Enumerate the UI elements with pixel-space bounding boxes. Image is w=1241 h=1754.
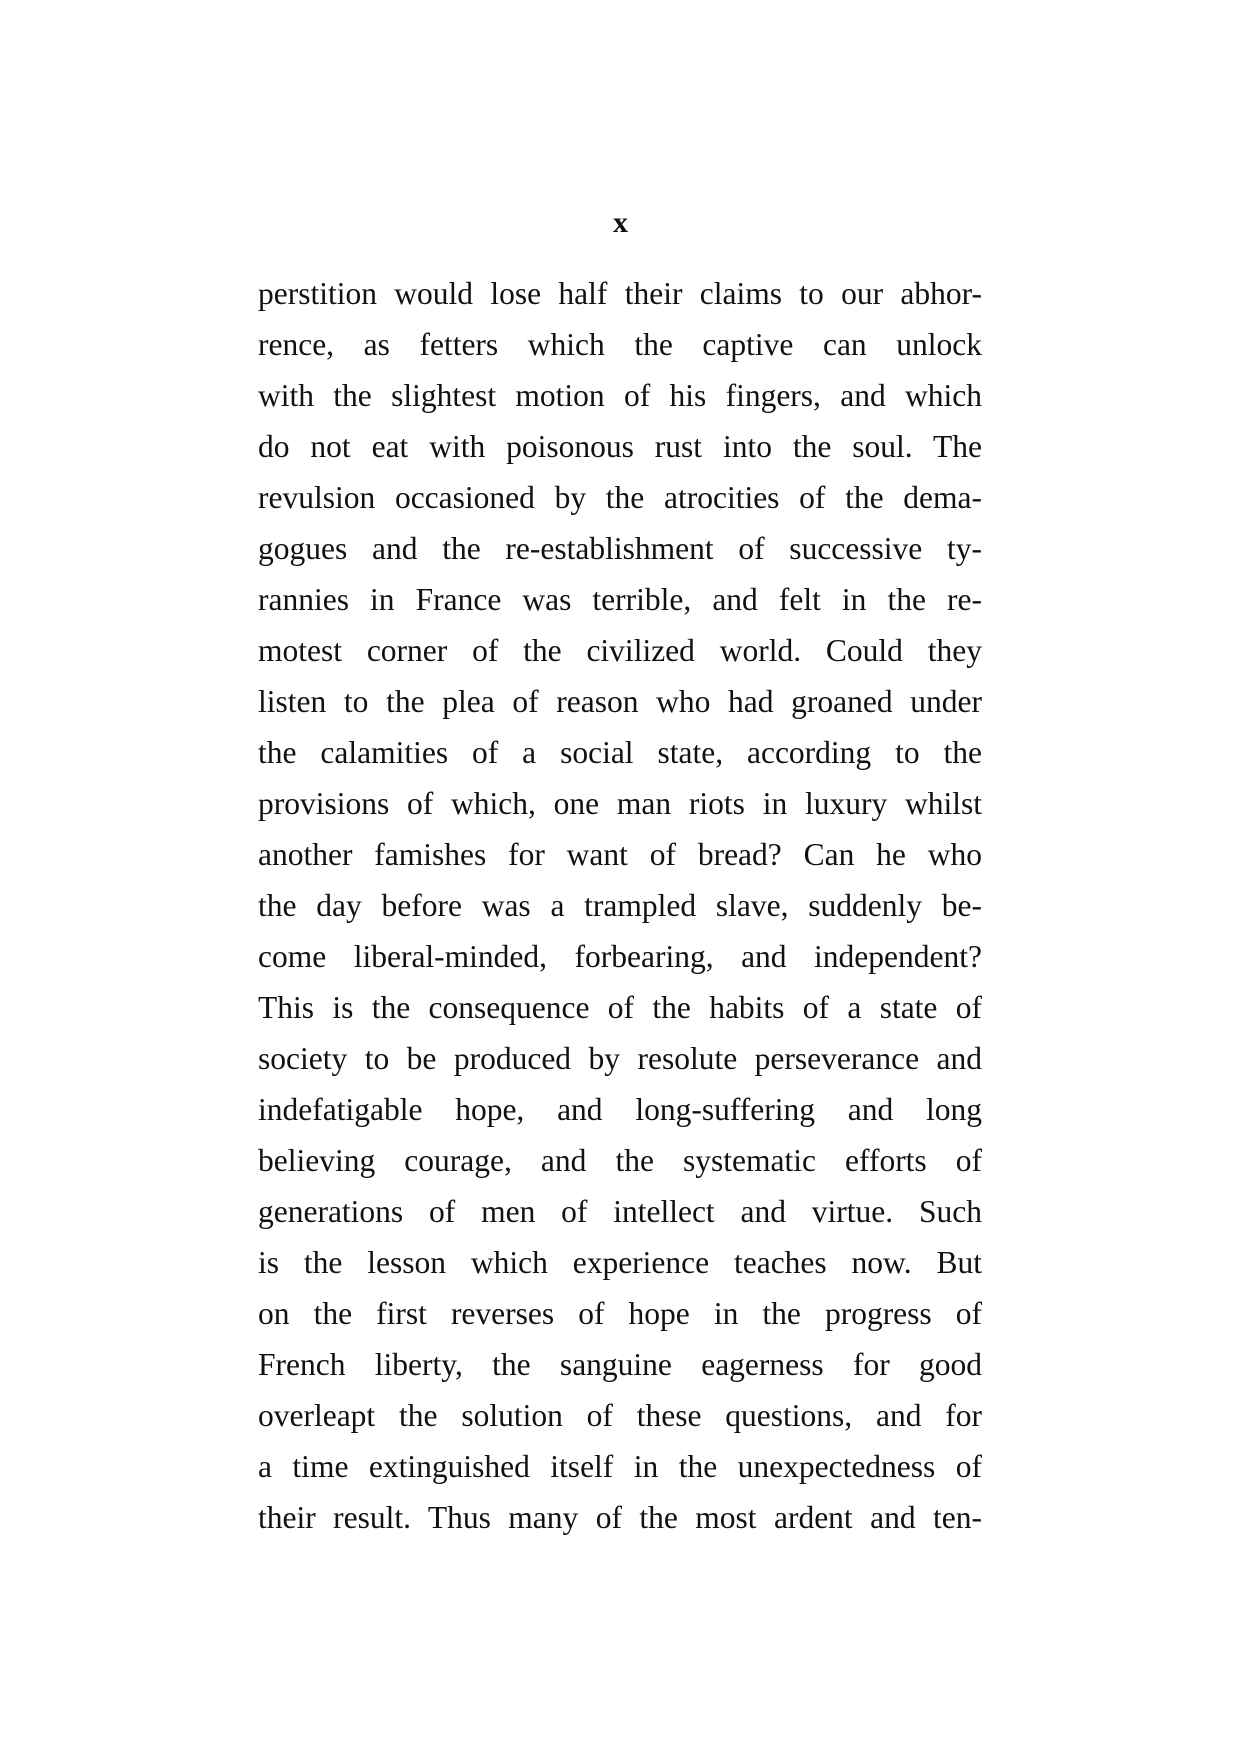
text-line: rence, as fetters which the captive can unlock — [258, 327, 982, 362]
text-line: the calamities of a social state, according to the — [258, 735, 982, 770]
text-line: do not eat with poisonous rust into the soul. The — [258, 429, 982, 464]
text-line: their result. Thus many of the most ardent and ten- — [258, 1500, 982, 1535]
text-line: French liberty, the sanguine eagerness for good — [258, 1347, 982, 1382]
text-line: believing courage, and the systematic efforts of — [258, 1143, 982, 1178]
text-line: society to be produced by resolute perseverance and — [258, 1041, 982, 1076]
text-line: listen to the plea of reason who had groaned under — [258, 684, 982, 719]
text-line: rannies in France was terrible, and felt in the re- — [258, 582, 982, 617]
text-line: overleapt the solution of these questions, and for — [258, 1398, 982, 1433]
text-line: This is the consequence of the habits of a state of — [258, 990, 982, 1025]
text-line: a time extinguished itself in the unexpectedness of — [258, 1449, 982, 1484]
text-line: on the first reverses of hope in the progress of — [258, 1296, 982, 1331]
text-line: come liberal-minded, forbearing, and independent? — [258, 939, 982, 974]
text-line: another famishes for want of bread? Can he who — [258, 837, 982, 872]
page-number: x — [613, 206, 628, 239]
text-line: perstition would lose half their claims to our abhor- — [258, 276, 982, 311]
text-line: is the lesson which experience teaches now. But — [258, 1245, 982, 1280]
text-line: revulsion occasioned by the atrocities of the dema- — [258, 480, 982, 515]
text-line: provisions of which, one man riots in luxury whilst — [258, 786, 982, 821]
text-line: gogues and the re-establishment of successive ty- — [258, 531, 982, 566]
text-line: motest corner of the civilized world. Could they — [258, 633, 982, 668]
text-line: the day before was a trampled slave, suddenly be- — [258, 888, 982, 923]
text-line: indefatigable hope, and long-suffering and long — [258, 1092, 982, 1127]
text-line: generations of men of intellect and virtue. Such — [258, 1194, 982, 1229]
body-text — [258, 268, 982, 1543]
text-line: with the slightest motion of his fingers, and which — [258, 378, 982, 413]
